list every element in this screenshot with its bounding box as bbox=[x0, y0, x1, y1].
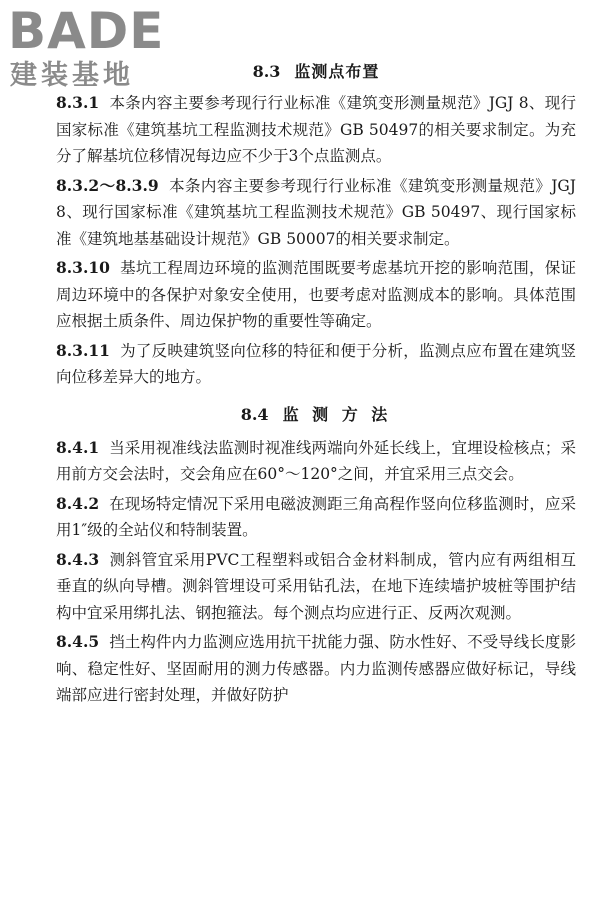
section-heading-8-3 bbox=[56, 62, 576, 82]
clause-8-3-11 bbox=[56, 338, 576, 391]
clause-text: 当采用视准线法监测时视准线两端向外延长线上，宜埋设检核点；采用前方交会法时，交会角应在60°～120°之间，并宜采用三点交会。 bbox=[56, 438, 576, 483]
section-heading-8-4 bbox=[56, 405, 576, 425]
clause-number: 8.4.5 bbox=[56, 632, 100, 651]
clause-8-4-1 bbox=[56, 435, 576, 488]
clause-8-4-2 bbox=[56, 491, 576, 544]
section-title: 监 测 方 法 bbox=[282, 404, 392, 424]
clause-8-3-2-to-8-3-9 bbox=[56, 173, 576, 253]
clause-8-3-10 bbox=[56, 255, 576, 335]
clause-text: 测斜管宜采用PVC工程塑料或铝合金材料制成，管内应有两组相互垂直的纵向导槽。测斜管埋设可采用钻孔法，在地下连续墙护坡桩等围护结构中宜采用绑扎法、钢抱箍法。每个测点均应进行正、反两次观测。 bbox=[56, 550, 576, 622]
clause-text: 挡土构件内力监测应选用抗干扰能力强、防水性好、不受导线长度影响、稳定性好、坚固耐用的测力传感器。内力监测传感器应做好标记，导线端部应进行密封处理，并做好防护 bbox=[56, 633, 576, 704]
clause-number: 8.4.1 bbox=[56, 437, 100, 457]
section-number: 8.3 bbox=[252, 62, 281, 81]
clause-text: 为了反映建筑竖向位移的特征和便于分析，监测点应布置在建筑竖向位移差异大的地方。 bbox=[56, 341, 576, 386]
clause-text: 本条内容主要参考现行行业标准《建筑变形测量规范》JGJ 8、现行国家标准《建筑基坑工程监测技术规范》GB 50497、现行国家标准《建筑地基基础设计规范》GB 50007的相关要求制定。 bbox=[56, 176, 576, 248]
clause-number: 8.3.10 bbox=[56, 258, 110, 277]
document-body bbox=[56, 62, 576, 712]
clause-number: 8.3.2～8.3.9 bbox=[56, 175, 159, 195]
clause-text: 在现场特定情况下采用电磁波测距三角高程作竖向位移监测时，应采用1″级的全站仪和特制装置。 bbox=[56, 494, 576, 539]
clause-8-4-3 bbox=[56, 547, 576, 627]
clause-text: 基坑工程周边环境的监测范围既要考虑基坑开挖的影响范围，保证周边环境中的各保护对象安全使用，也要考虑对监测成本的影响。具体范围应根据土质条件、周边保护物的重要性等确定。 bbox=[56, 259, 576, 330]
section-number: 8.4 bbox=[240, 404, 269, 424]
clause-number: 8.4.2 bbox=[56, 493, 100, 513]
clause-8-4-5 bbox=[56, 629, 576, 709]
logo-wordmark: BADE bbox=[8, 2, 165, 60]
clause-number: 8.3.1 bbox=[56, 93, 100, 112]
clause-text: 本条内容主要参考现行行业标准《建筑变形测量规范》JGJ 8、现行国家标准《建筑基坑工程监测技术规范》GB 50497的相关要求制定。为充分了解基坑位移情况每边应不少于3个点监测点。 bbox=[56, 94, 576, 165]
clause-number: 8.4.3 bbox=[56, 549, 100, 569]
clause-number: 8.3.11 bbox=[56, 340, 110, 360]
section-title: 监测点布置 bbox=[294, 62, 380, 81]
clause-8-3-1 bbox=[56, 90, 576, 170]
logo-subtitle: 建装基地 bbox=[10, 60, 134, 91]
